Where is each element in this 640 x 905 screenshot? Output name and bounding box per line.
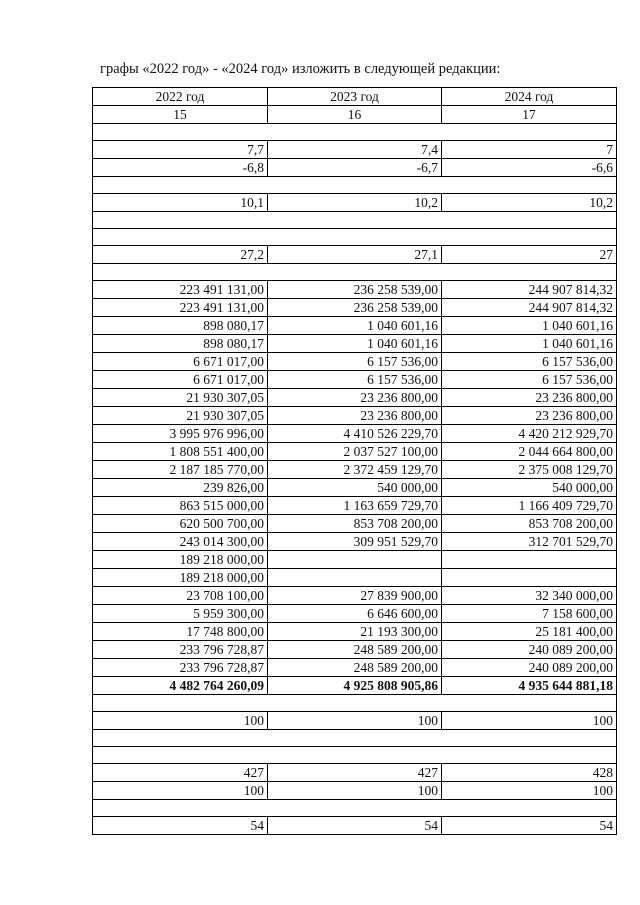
table-cell: 7 158 600,00	[442, 605, 617, 623]
table-cell: 100	[442, 712, 617, 730]
table-row	[93, 569, 617, 587]
table-cell: 3 995 976 996,00	[93, 425, 268, 443]
blank-row	[93, 730, 617, 747]
table-cell: 427	[93, 764, 268, 782]
table-cell: 6 671 017,00	[93, 371, 268, 389]
table-cell: 1 040 601,16	[442, 335, 617, 353]
table-cell: 1 166 409 729,70	[442, 497, 617, 515]
table-cell: 853 708 200,00	[268, 515, 442, 533]
table-row	[93, 515, 617, 533]
table-row	[93, 782, 617, 800]
table-cell: 540 000,00	[268, 479, 442, 497]
table-cell: 233 796 728,87	[93, 641, 268, 659]
table-cell: 240 089 200,00	[442, 659, 617, 677]
table-cell: 248 589 200,00	[268, 641, 442, 659]
table-cell: 239 826,00	[93, 479, 268, 497]
table-row	[93, 159, 617, 177]
table-cell: 23 236 800,00	[268, 389, 442, 407]
data-table	[92, 87, 617, 835]
table-cell: 32 340 000,00	[442, 587, 617, 605]
table-cell: 6 671 017,00	[93, 353, 268, 371]
table-cell: 2 037 527 100,00	[268, 443, 442, 461]
table-row	[93, 479, 617, 497]
table-row	[93, 425, 617, 443]
table-cell: 898 080,17	[93, 335, 268, 353]
table-cell: 27,1	[268, 246, 442, 264]
table-cell: 25 181 400,00	[442, 623, 617, 641]
table-cell: 10,2	[268, 194, 442, 212]
table-cell: 27,2	[93, 246, 268, 264]
table-cell: 7,4	[268, 141, 442, 159]
column-header: 2024 год	[442, 88, 617, 106]
table-cell: 4 482 764 260,09	[93, 677, 268, 695]
table-cell: 1 040 601,16	[268, 317, 442, 335]
table-cell: 236 258 539,00	[268, 299, 442, 317]
table-row	[93, 389, 617, 407]
table-cell: 540 000,00	[442, 479, 617, 497]
table-cell: 189 218 000,00	[93, 569, 268, 587]
table-cell: 620 500 700,00	[93, 515, 268, 533]
column-header: 2022 год	[93, 88, 268, 106]
table-cell: 1 808 551 400,00	[93, 443, 268, 461]
table-cell	[93, 730, 617, 747]
table-cell	[93, 177, 617, 194]
column-number-row	[93, 106, 617, 124]
table-cell: 2 044 664 800,00	[442, 443, 617, 461]
column-number: 15	[93, 106, 268, 124]
blank-row	[93, 264, 617, 281]
table-cell: 236 258 539,00	[268, 281, 442, 299]
table-cell: 100	[268, 712, 442, 730]
blank-row	[93, 229, 617, 246]
column-number: 17	[442, 106, 617, 124]
table-cell: 2 372 459 129,70	[268, 461, 442, 479]
table-cell: 1 163 659 729,70	[268, 497, 442, 515]
blank-row	[93, 800, 617, 817]
table-cell: 243 014 300,00	[93, 533, 268, 551]
table-row	[93, 659, 617, 677]
blank-row	[93, 747, 617, 764]
table-cell: 21 930 307,05	[93, 407, 268, 425]
table-row	[93, 335, 617, 353]
table-cell: 10,2	[442, 194, 617, 212]
table-row	[93, 623, 617, 641]
table-row	[93, 371, 617, 389]
table-cell	[93, 229, 617, 246]
blank-row	[93, 212, 617, 229]
table-cell	[93, 747, 617, 764]
table-cell: 54	[268, 817, 442, 835]
table-row	[93, 497, 617, 515]
table-cell: 248 589 200,00	[268, 659, 442, 677]
table-cell: 23 236 800,00	[442, 389, 617, 407]
table-cell: 223 491 131,00	[93, 299, 268, 317]
table-cell: 6 646 600,00	[268, 605, 442, 623]
table-cell: 244 907 814,32	[442, 299, 617, 317]
table-row	[93, 641, 617, 659]
table-cell: 100	[442, 782, 617, 800]
table-cell: 1 040 601,16	[442, 317, 617, 335]
table-cell: 23 708 100,00	[93, 587, 268, 605]
table-cell: -6,7	[268, 159, 442, 177]
table-cell: 21 930 307,05	[93, 389, 268, 407]
table-row	[93, 817, 617, 835]
table-cell: 100	[268, 782, 442, 800]
table-cell: 27	[442, 246, 617, 264]
table-cell: 54	[442, 817, 617, 835]
table-row	[93, 299, 617, 317]
table-cell: 853 708 200,00	[442, 515, 617, 533]
table-cell: 6 157 536,00	[442, 353, 617, 371]
table-row	[93, 443, 617, 461]
table-cell: 2 375 008 129,70	[442, 461, 617, 479]
table-cell: 4 925 808 905,86	[268, 677, 442, 695]
table-cell: 240 089 200,00	[442, 641, 617, 659]
table-cell: 7	[442, 141, 617, 159]
table-cell: 4 410 526 229,70	[268, 425, 442, 443]
table-cell: 2 187 185 770,00	[93, 461, 268, 479]
table-cell	[93, 695, 617, 712]
table-cell: 4 420 212 929,70	[442, 425, 617, 443]
table-cell: 21 193 300,00	[268, 623, 442, 641]
column-number: 16	[268, 106, 442, 124]
intro-text: графы «2022 год» - «2024 год» изложить в следующей редакции:	[100, 61, 501, 77]
table-cell: 223 491 131,00	[93, 281, 268, 299]
table-body	[93, 88, 617, 835]
table-cell: -6,6	[442, 159, 617, 177]
table-cell: 863 515 000,00	[93, 497, 268, 515]
blank-row	[93, 124, 617, 141]
table-cell: 4 935 644 881,18	[442, 677, 617, 695]
table-row	[93, 764, 617, 782]
blank-row	[93, 177, 617, 194]
table-cell	[93, 264, 617, 281]
table-cell: 6 157 536,00	[442, 371, 617, 389]
table-cell: 5 959 300,00	[93, 605, 268, 623]
table-row	[93, 194, 617, 212]
table-cell: 27 839 900,00	[268, 587, 442, 605]
table-row	[93, 407, 617, 425]
table-cell: 6 157 536,00	[268, 353, 442, 371]
table-cell	[268, 569, 442, 587]
table-cell	[93, 124, 617, 141]
table-cell	[268, 551, 442, 569]
table-cell: 23 236 800,00	[268, 407, 442, 425]
table-cell	[93, 212, 617, 229]
table-cell: 17 748 800,00	[93, 623, 268, 641]
table-cell: 10,1	[93, 194, 268, 212]
table-cell: 23 236 800,00	[442, 407, 617, 425]
table-cell: 312 701 529,70	[442, 533, 617, 551]
table-cell: 244 907 814,32	[442, 281, 617, 299]
blank-row	[93, 695, 617, 712]
table-cell	[93, 800, 617, 817]
table-row	[93, 587, 617, 605]
table-row	[93, 317, 617, 335]
table-row	[93, 533, 617, 551]
table-row	[93, 353, 617, 371]
table-row	[93, 281, 617, 299]
table-row	[93, 141, 617, 159]
header-row	[93, 88, 617, 106]
table-cell: 233 796 728,87	[93, 659, 268, 677]
table-row	[93, 551, 617, 569]
table-row	[93, 605, 617, 623]
table-cell: 54	[93, 817, 268, 835]
table-cell: 100	[93, 782, 268, 800]
table-cell	[442, 569, 617, 587]
table-cell: 309 951 529,70	[268, 533, 442, 551]
table-row	[93, 461, 617, 479]
table-cell: -6,8	[93, 159, 268, 177]
table-row	[93, 246, 617, 264]
table-cell: 427	[268, 764, 442, 782]
table-row	[93, 712, 617, 730]
table-cell: 189 218 000,00	[93, 551, 268, 569]
table-cell: 898 080,17	[93, 317, 268, 335]
table-cell: 7,7	[93, 141, 268, 159]
table-cell: 428	[442, 764, 617, 782]
table-cell: 100	[93, 712, 268, 730]
column-header: 2023 год	[268, 88, 442, 106]
table-cell: 1 040 601,16	[268, 335, 442, 353]
total-row	[93, 677, 617, 695]
table-cell	[442, 551, 617, 569]
table-cell: 6 157 536,00	[268, 371, 442, 389]
